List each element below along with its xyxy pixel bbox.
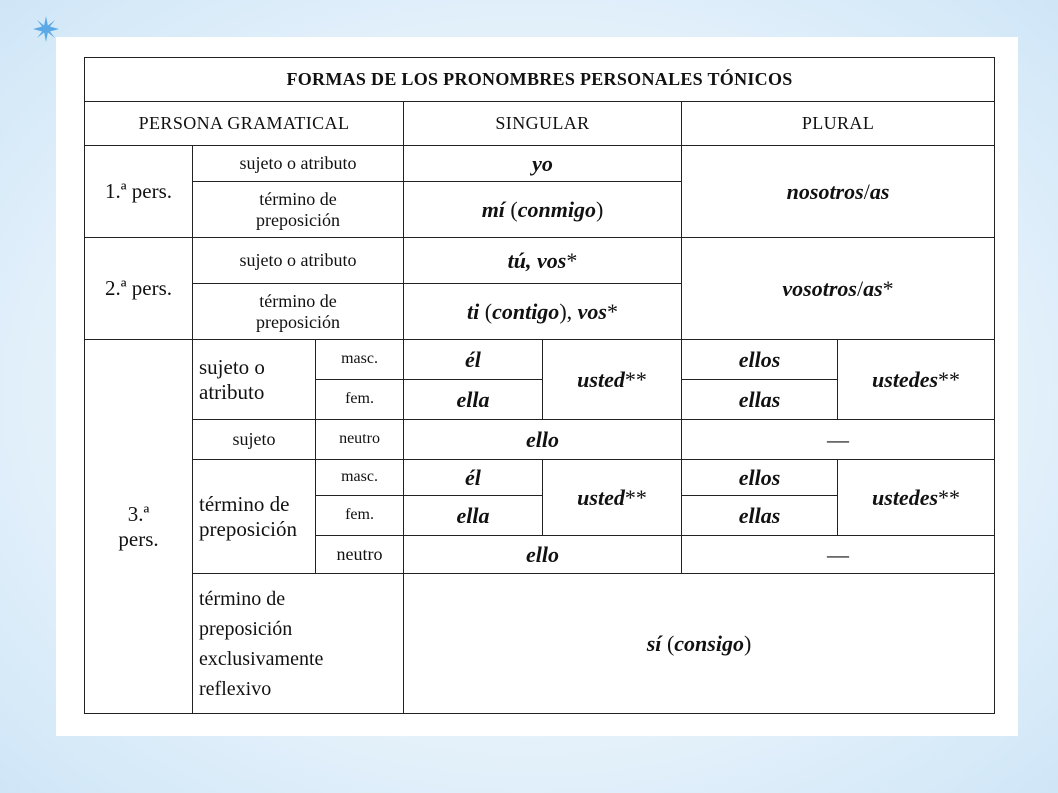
form-ustedes-2: ustedes** [838,460,995,536]
form-usted-2: usted** [543,460,682,536]
form-ellas-2: ellas [682,496,838,536]
person-1: 1.ª pers. [85,146,193,238]
func-sujeto-atributo-1: sujeto o atributo [193,146,404,182]
form-dash-2: — [682,536,995,574]
form-yo: yo [404,146,682,182]
pronoun-table [84,57,995,714]
form-ello-2: ello [404,536,682,574]
gender-fem-2: fem. [316,496,404,536]
person-3: 3.ª pers. [85,340,193,714]
gender-masc-2: masc. [316,460,404,496]
gender-masc-1: masc. [316,340,404,380]
func-termino-1: término de preposición [193,182,404,238]
func-termino-2: término de preposición [193,284,404,340]
form-vosotros: vosotros/as* [682,238,995,340]
header-singular: SINGULAR [404,102,682,146]
form-nosotros: nosotros/as [682,146,995,238]
form-ustedes-1: ustedes** [838,340,995,420]
form-ellas-1: ellas [682,380,838,420]
person-2: 2.ª pers. [85,238,193,340]
func-termino-3: término de preposición [193,460,316,574]
form-si: sí (consigo) [404,574,995,714]
header-plural: PLURAL [682,102,995,146]
form-dash-1: — [682,420,995,460]
form-ella-1: ella [404,380,543,420]
form-ellos-1: ellos [682,340,838,380]
gender-fem-1: fem. [316,380,404,420]
func-sujeto-atributo-3: sujeto o atributo [193,340,316,420]
form-mi: mí (conmigo) [404,182,682,238]
form-tu: tú, vos* [404,238,682,284]
form-el-2: él [404,460,543,496]
func-sujeto-atributo-2: sujeto o atributo [193,238,404,284]
form-ellos-2: ellos [682,460,838,496]
form-ella-2: ella [404,496,543,536]
gender-neutro-2: neutro [316,536,404,574]
form-usted-1: usted** [543,340,682,420]
form-ello-1: ello [404,420,682,460]
form-el-1: él [404,340,543,380]
func-sujeto-3: sujeto [193,420,316,460]
form-ti: ti (contigo), vos* [404,284,682,340]
table-title: FORMAS DE LOS PRONOMBRES PERSONALES TÓNICOS [85,58,995,102]
header-persona: PERSONA GRAMATICAL [85,102,404,146]
func-reflexivo: término de preposición exclusivamente reflexivo [193,574,404,714]
gender-neutro-1: neutro [316,420,404,460]
